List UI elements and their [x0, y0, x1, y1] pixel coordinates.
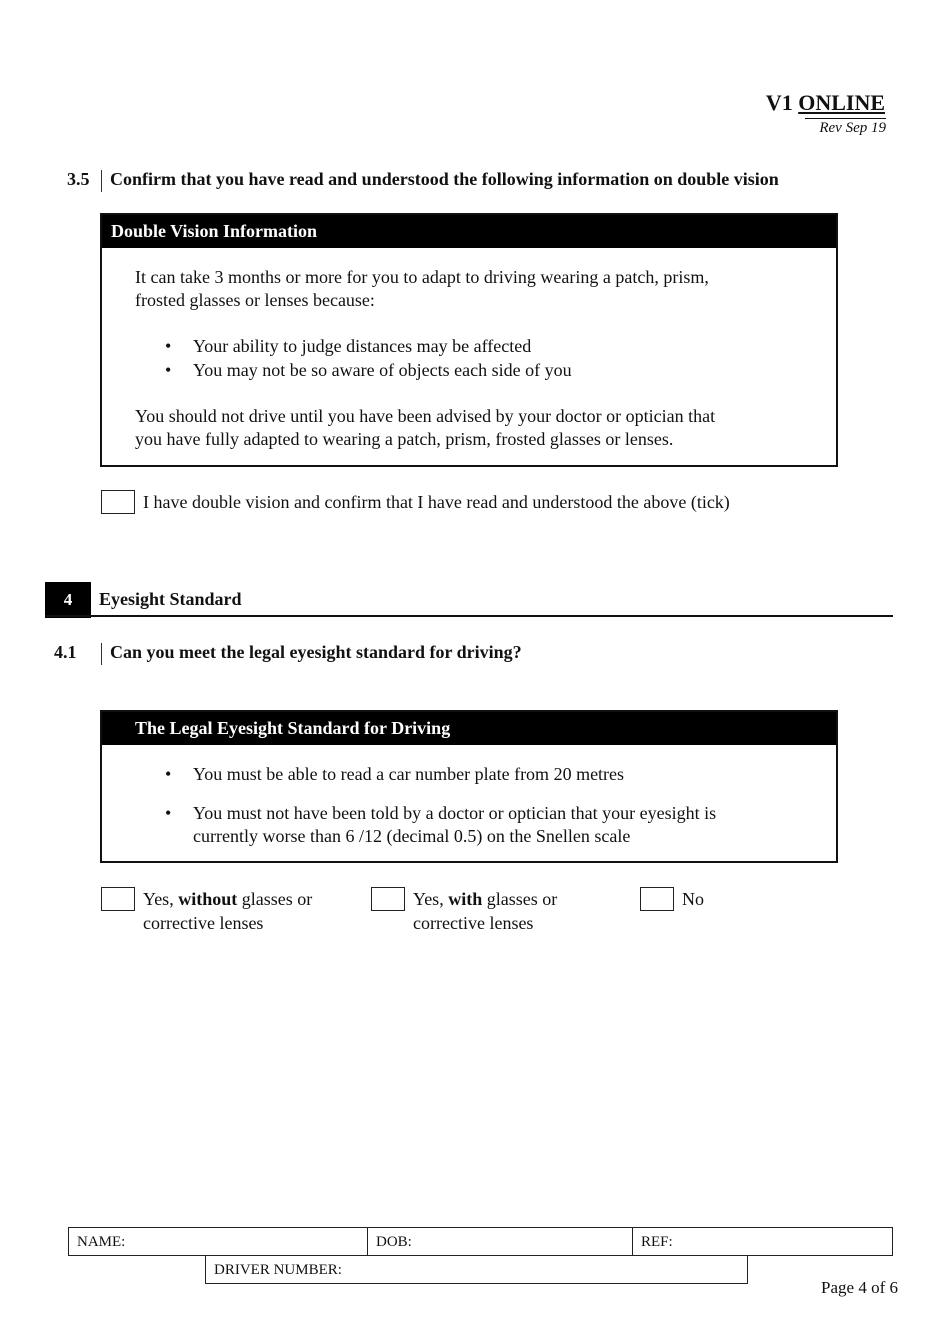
eyesight-no-label: No: [682, 889, 704, 909]
form-id: [766, 90, 885, 116]
eyesight-standard-bullets: [135, 763, 825, 848]
eyesight-yes-without-glasses-checkbox[interactable]: [101, 887, 135, 911]
section-number-4: 4: [45, 582, 91, 618]
question-separator: [101, 170, 102, 192]
list-item: • You must not have been told by a doctor or optician that your eyesight is currently worse than 6 /12 (decimal 0.5) on the Snellen scale: [165, 803, 717, 846]
footer-ref-field[interactable]: REF:: [632, 1228, 892, 1255]
footer-driver-number-field[interactable]: DRIVER NUMBER:: [214, 1262, 342, 1278]
form-suffix: ONLINE: [798, 90, 885, 115]
eyesight-yes-without-glasses-label: Yes, without glasses or corrective lenses: [143, 889, 313, 933]
double-vision-confirm-checkbox[interactable]: [101, 490, 135, 514]
question-number-3-5: 3.5: [67, 169, 90, 189]
question-number-4-1: 4.1: [54, 642, 77, 662]
list-item: • You must be able to read a car number plate from 20 metres: [165, 764, 625, 784]
section-title-eyesight: Eyesight Standard: [99, 589, 242, 609]
bullet-icon: •: [165, 336, 172, 356]
eyesight-yes-with-glasses-checkbox[interactable]: [371, 887, 405, 911]
list-item: • Your ability to judge distances may be affected: [165, 336, 532, 356]
eyesight-standard-title: The Legal Eyesight Standard for Driving: [102, 712, 836, 745]
double-vision-bullets: [135, 335, 815, 382]
double-vision-outro-line-1: You should not drive until you have been advised by your doctor or optician that: [135, 406, 716, 426]
double-vision-info-box: [100, 213, 838, 467]
double-vision-outro-line-2: you have fully adapted to wearing a patch, prism, frosted glasses or lenses.: [135, 429, 674, 449]
bullet-icon: •: [165, 360, 172, 380]
page-number: Page 4 of 6: [821, 1278, 898, 1297]
revision-label: Rev Sep 19: [805, 118, 886, 137]
double-vision-intro-line-2: frosted glasses or lenses because:: [135, 290, 375, 310]
form-code: V1: [765, 90, 793, 115]
question-separator: [101, 643, 102, 665]
footer-id-row: [68, 1227, 893, 1256]
question-text-4-1: Can you meet the legal eyesight standard for driving?: [110, 642, 522, 662]
list-item: • You may not be so aware of objects each side of you: [165, 360, 572, 380]
double-vision-info-title: Double Vision Information: [102, 215, 836, 248]
double-vision-intro: [135, 266, 709, 312]
eyesight-no-checkbox[interactable]: [640, 887, 674, 911]
section-divider: [45, 615, 893, 617]
question-text-3-5: Confirm that you have read and understood the following information on double vision: [110, 169, 779, 189]
double-vision-intro-line-1: It can take 3 months or more for you to adapt to driving wearing a patch, prism,: [135, 267, 709, 287]
bullet-icon: •: [165, 803, 172, 823]
double-vision-outro: [135, 405, 715, 451]
double-vision-confirm-label: I have double vision and confirm that I have read and understood the above (tick): [143, 492, 730, 512]
footer-name-field[interactable]: NAME:: [77, 1234, 126, 1250]
footer-driver-row: [205, 1255, 748, 1284]
footer-dob-field[interactable]: DOB:: [367, 1228, 632, 1255]
bullet-icon: •: [165, 764, 172, 784]
eyesight-yes-with-glasses-label: Yes, with glasses or corrective lenses: [413, 889, 558, 933]
eyesight-standard-info-box: [100, 710, 838, 863]
